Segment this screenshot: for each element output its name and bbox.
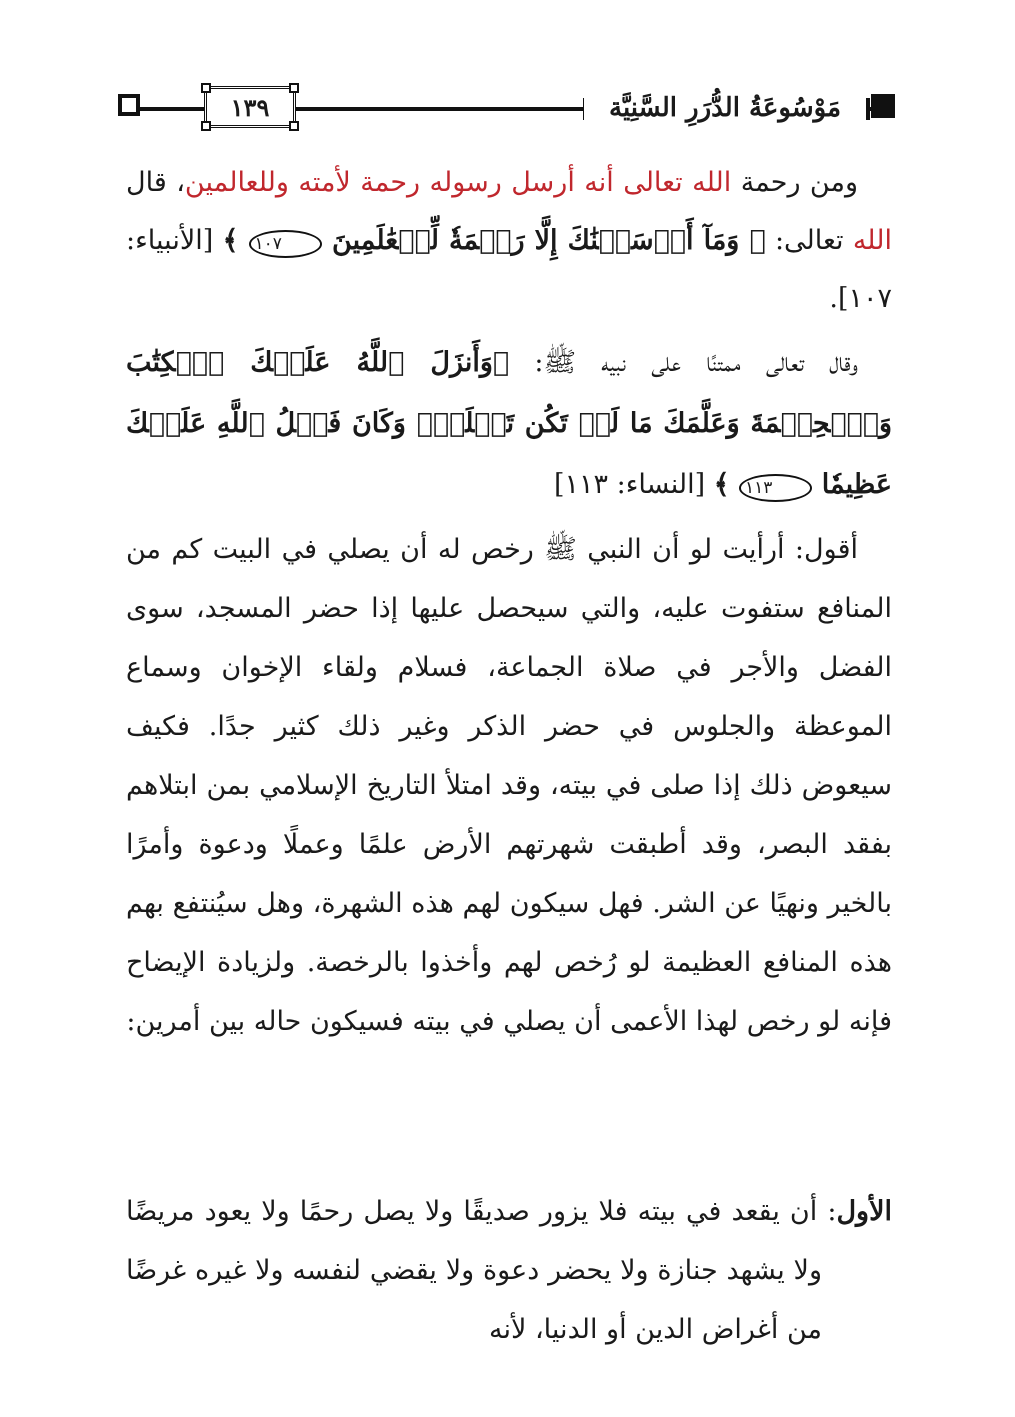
punctuation: ، — [176, 167, 185, 198]
header-square-outline-icon — [118, 94, 140, 116]
paragraph-text: أقول: أرأيت لو أن النبي ﷺ رخص له أن يصلي في البيت كم من المنافع ستفوت عليه، والتي سيحصل عليها إذا حضر المسجد، سوى الفضل والأجر في صلاة الجماعة، فسلام ولقاء الإخوان وسماع الموعظة والجلوس في حضر الذكر وغير ذلك كثير جدًا. فكيف سيعوض ذلك إذا صلى في بيته، وقد امتلأ التاريخ الإسلامي بمن ابتلاهم بفقد البصر، وقد أطبقت شهرتهم الأرض علمًا وعملًا ودعوة وأمرًا بالخير ونهيًا عن الشر. فهل سيكون لهم هذه الشهرة، وهل سيُنتفع بهم هذه المنافع العظيمة لو رُخص لهم وأخذوا بالرخصة. ولزيادة الإيضاح فإنه لو رخص لهذا الأعمى أن يصلي في بيته فسيكون حاله بين أمرين: — [126, 534, 892, 1037]
point-label: الأول — [836, 1196, 892, 1227]
quran-bracket: ﴾ — [222, 225, 249, 256]
quran-verse: ﴿ وَمَآ أَرۡسَلۡنَٰكَ إِلَّا رَحۡمَةٗ لِّلۡعَٰلَمِينَ — [321, 225, 766, 256]
corner-ornament-icon — [289, 121, 299, 131]
page-header — [118, 86, 895, 132]
header-divider — [866, 98, 870, 120]
corner-ornament-icon — [201, 83, 211, 93]
header-rule-left — [140, 107, 204, 111]
paragraph-text: قال — [126, 167, 167, 198]
paragraph-text: ومن رحمة — [731, 167, 858, 198]
corner-ornament-icon — [201, 121, 211, 131]
paragraph-first-case — [126, 1182, 892, 1359]
quran-bracket: ﴾ — [713, 469, 739, 500]
header-square-filled-icon — [871, 94, 895, 118]
verse-reference: [الأنبياء: ١٠٧]. — [126, 225, 892, 314]
header-rule-middle — [296, 107, 584, 111]
page-number-box — [204, 86, 296, 128]
verse-number: ١١٣ — [739, 474, 812, 502]
paragraph-text: تعالى: — [765, 225, 853, 256]
divine-name: الله — [852, 225, 892, 256]
paragraph-text: وقال تعالى ممتنًا على نبيه ﷺ: — [509, 347, 858, 378]
paragraph-grace — [126, 332, 892, 515]
page-number: ١٣٩ — [230, 92, 270, 122]
corner-ornament-icon — [289, 83, 299, 93]
book-title: مَوْسُوعَةُ الدُّرَرِ السَّنِيَّة — [584, 88, 866, 128]
paragraph-mercy — [126, 154, 892, 328]
quran-verse: ﴿وَأَنزَلَ ٱللَّهُ عَلَيۡكَ ٱلۡكِتَٰبَ وَٱلۡحِكۡمَةَ وَعَلَّمَكَ مَا لَمۡ تَكُن تَعۡلَمُۚ وَكَانَ فَضۡلُ ٱللَّهِ عَلَيۡكَ عَظِيمٗا — [126, 347, 892, 500]
paragraph-text: : أن يقعد في بيته فلا يزور صديقًا ولا يصل رحمًا ولا يعود مريضًا ولا يشهد جنازة ولا يحضر دعوة ولا يقضي لنفسه ولا غيره غرضًا من أغراض الدين أو الدنيا، لأنه — [126, 1196, 837, 1345]
paragraph-argument — [126, 520, 892, 1051]
verse-reference: [النساء: ١١٣] — [553, 469, 714, 500]
highlighted-sentence: الله تعالى أنه أرسل رسوله رحمة لأمته وللعالمين — [184, 167, 732, 198]
verse-number: ١٠٧ — [249, 230, 322, 258]
